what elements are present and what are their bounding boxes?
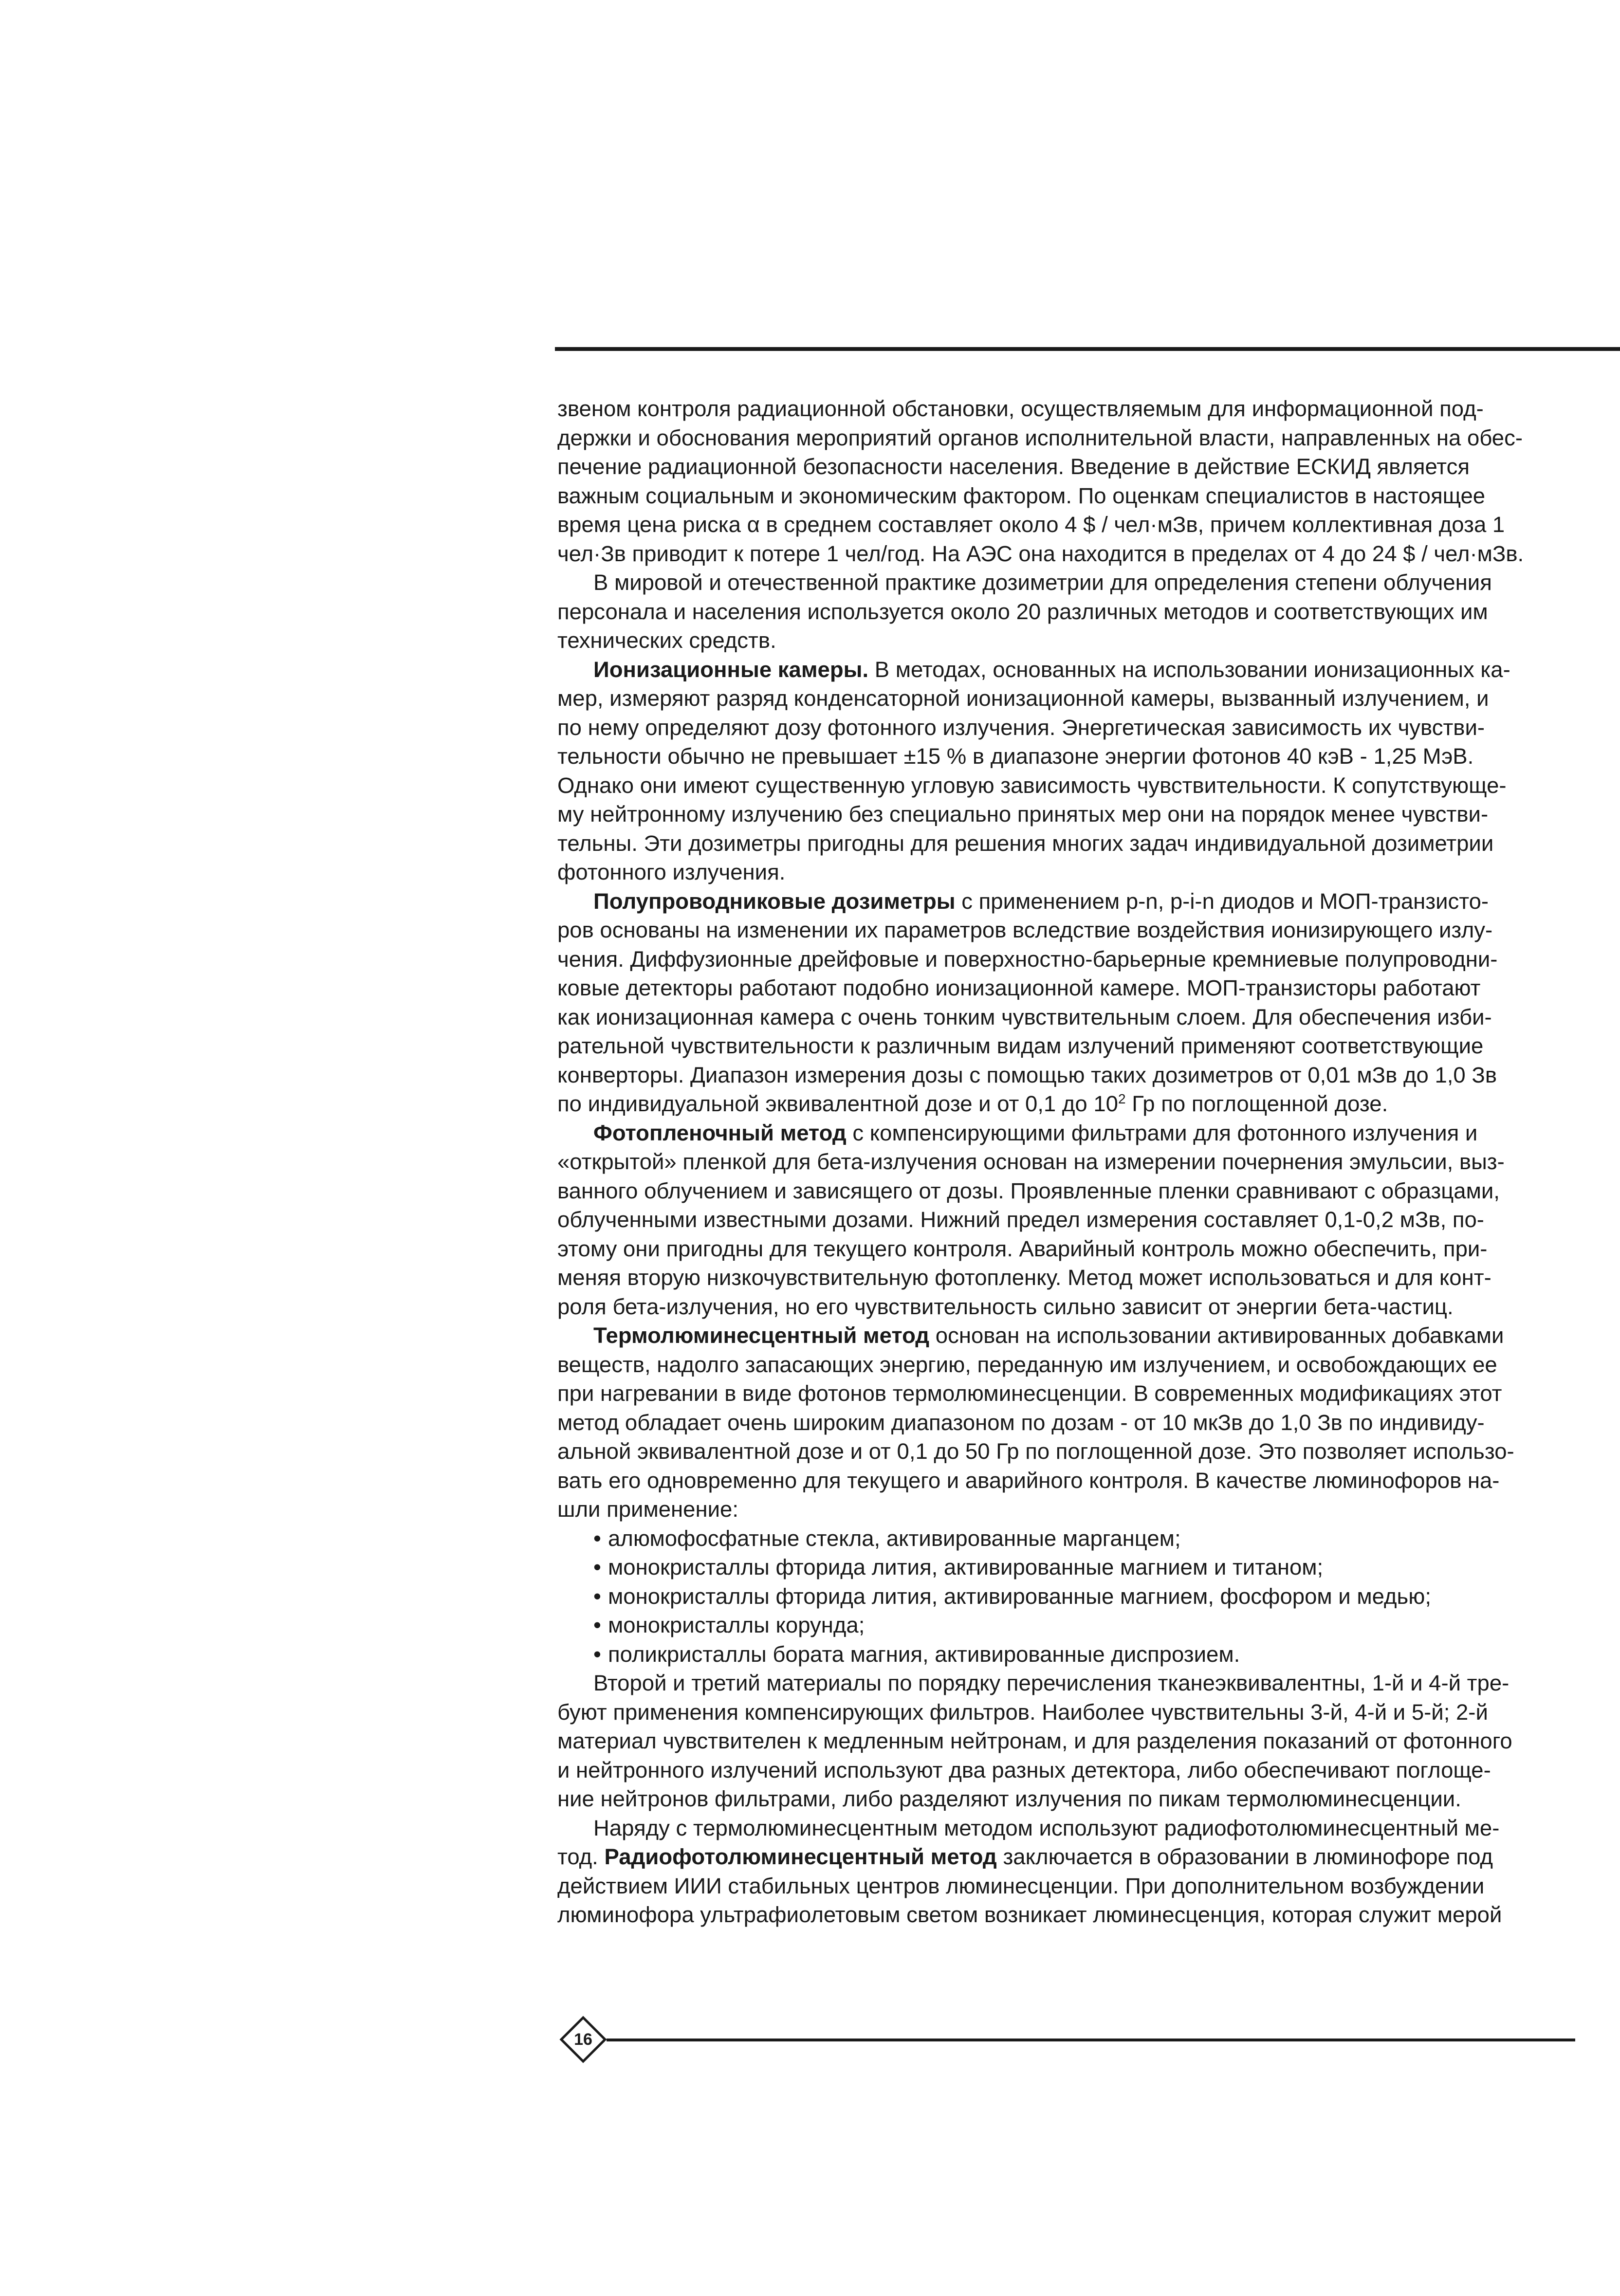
- text-line: [557, 1437, 1620, 1466]
- text-line: [557, 1727, 1620, 1756]
- line-text-after: заключается в образовании в люминофоре под: [996, 1844, 1493, 1869]
- text-line: [557, 423, 1620, 453]
- line-text: метод обладает очень широким диапазоном по дозам - от 10 мкЗв до 1,0 Зв по индивиду-: [557, 1410, 1485, 1435]
- line-text: вать его одновременно для текущего и аварийного контроля. В качестве люминофоров на-: [557, 1468, 1500, 1493]
- line-text: держки и обоснования мероприятий органов исполнительной власти, направленных на обес-: [557, 425, 1523, 450]
- text-line: [557, 510, 1620, 539]
- text-line: [557, 916, 1620, 945]
- text-line: [557, 1321, 1620, 1350]
- text-line: [557, 1408, 1620, 1437]
- list-item-text: монокристаллы фторида лития, активированные магнием, фосфором и медью;: [608, 1583, 1431, 1609]
- line-text: фотонного излучения.: [557, 860, 786, 884]
- bullet-icon: •: [593, 1583, 601, 1609]
- line-text: буют применения компенсирующих фильтров. Наиболее чувствительны 3-й, 4-й и 5-й; 2-й: [557, 1699, 1488, 1725]
- text-line: [557, 1119, 1620, 1148]
- list-item: [557, 1582, 1620, 1611]
- text-line: [557, 1900, 1620, 1929]
- line-text: конверторы. Диапазон измерения дозы с помощью таких дозиметров от 0,01 мЗв до 1,0 Зв: [557, 1062, 1497, 1087]
- text-line: [557, 1176, 1620, 1206]
- line-text: чел·Зв приводит к потере 1 чел/год. На АЭС она находится в пределах от 4 до 24 $ / чел·мЗв.: [557, 541, 1524, 566]
- text-line: [557, 1205, 1620, 1234]
- header-rule: [555, 347, 1620, 351]
- text-line: [557, 1263, 1620, 1292]
- text-line: [557, 1814, 1620, 1843]
- line-text: как ионизационная камера с очень тонким чувствительным слоем. Для обеспечения изби-: [557, 1004, 1492, 1029]
- line-text: и нейтронного излучений используют два разных детектора, либо обеспечивают поглоще-: [557, 1757, 1491, 1782]
- text-line: [557, 1379, 1620, 1408]
- text-line: [557, 1061, 1620, 1090]
- list-item-text: поликристаллы бората магния, активированные диспрозием.: [608, 1641, 1240, 1667]
- line-text: действием ИИИ стабильных центров люминесценции. При дополнительном возбуждении: [557, 1873, 1485, 1898]
- text-line: [557, 394, 1620, 423]
- line-text: этому они пригодны для текущего контроля. Аварийный контроль можно обеспечить, при-: [557, 1236, 1488, 1261]
- bullet-icon: •: [593, 1525, 601, 1551]
- text-line: [557, 1784, 1620, 1814]
- text-line: [557, 655, 1620, 684]
- text-line: [557, 945, 1620, 974]
- line-text: по индивидуальной эквивалентной дозе и от 0,1 до 10: [557, 1091, 1118, 1116]
- line-text: тод.: [557, 1844, 605, 1869]
- text-line: [557, 1669, 1620, 1698]
- line-text: В мировой и отечественной практике дозиметрии для определения степени облучения: [593, 570, 1492, 595]
- text-line: [557, 1698, 1620, 1727]
- line-text: ванного облучением и зависящего от дозы. Проявленные пленки сравнивают с образцами,: [557, 1178, 1500, 1203]
- line-text: с компенсирующими фильтрами для фотонного излучения и: [846, 1120, 1478, 1145]
- line-text: звеном контроля радиационной обстановки, осуществляемым для информационной под-: [557, 396, 1484, 421]
- page-footer: [559, 2015, 1576, 2064]
- line-text: материал чувствителен к медленным нейтронам, и для разделения показаний от фотонного: [557, 1728, 1512, 1753]
- text-line: [557, 1003, 1620, 1032]
- list-item: [557, 1611, 1620, 1640]
- text-line: [557, 1872, 1620, 1901]
- text-line: [557, 597, 1620, 626]
- line-text: веществ, надолго запасающих энергию, переданную им излучением, и освобождающих ее: [557, 1352, 1497, 1377]
- text-line: [557, 800, 1620, 829]
- list-item-text: монокристаллы корунда;: [608, 1613, 865, 1637]
- bullet-icon: •: [593, 1613, 601, 1637]
- list-item: [557, 1524, 1620, 1553]
- line-text: шли применение:: [557, 1497, 738, 1522]
- line-text: ковые детекторы работают подобно ионизационной камере. МОП-транзисторы работают: [557, 975, 1481, 1000]
- text-line: [557, 684, 1620, 713]
- line-text: основан на использовании активированных добавками: [929, 1323, 1504, 1348]
- line-text: ние нейтронов фильтрами, либо разделяют излучения по пикам термолюминесценции.: [557, 1786, 1461, 1811]
- line-text: время цена риска α в среднем составляет около 4 $ / чел·мЗв, причем коллективная доза 1: [557, 512, 1505, 537]
- line-text: печение радиационной безопасности населения. Введение в действие ЕСКИД является: [557, 454, 1470, 479]
- bullet-icon: •: [593, 1641, 601, 1667]
- list-item-text: алюмофосфатные стекла, активированные марганцем;: [608, 1525, 1181, 1551]
- text-line: [557, 1031, 1620, 1061]
- body-text: [557, 394, 1620, 1929]
- list-item: [557, 1553, 1620, 1582]
- text-line: [557, 1089, 1620, 1119]
- line-text: люминофора ультрафиолетовым светом возникает люминесценция, которая служит мерой: [557, 1902, 1502, 1927]
- text-line: [557, 1756, 1620, 1785]
- line-text: альной эквивалентной дозе и от 0,1 до 50 Гр по поглощенной дозе. Это позволяет использо-: [557, 1439, 1514, 1464]
- bold-term: Радиофотолюминесцентный метод: [604, 1844, 997, 1869]
- page-number: 16: [574, 2030, 592, 2049]
- line-text: «открытой» пленкой для бета-излучения основан на измерении почернения эмульсии, выз-: [557, 1149, 1505, 1174]
- line-text: технических средств.: [557, 628, 776, 653]
- line-text: Второй и третий материалы по порядку перечисления тканеэквивалентны, 1-й и 4-й тре-: [593, 1671, 1510, 1695]
- bold-term: Фотопленочный метод: [593, 1120, 847, 1145]
- bold-term: Ионизационные камеры.: [593, 657, 869, 682]
- line-text: чения. Диффузионные дрейфовые и поверхностно-барьерные кремниевые полупроводни-: [557, 946, 1498, 972]
- text-line: [557, 1466, 1620, 1495]
- line-text: рательной чувствительности к различным видам излучений применяют соответствующие: [557, 1033, 1484, 1058]
- line-text: тельны. Эти дозиметры пригодны для решения многих задач индивидуальной дозиметрии: [557, 830, 1494, 856]
- text-line: [557, 452, 1620, 481]
- text-line: [557, 887, 1620, 916]
- text-line: [557, 742, 1620, 771]
- bullet-icon: •: [593, 1555, 601, 1580]
- bold-term: Полупроводниковые дозиметры: [593, 888, 956, 914]
- line-text: мер, измеряют разряд конденсаторной ионизационной камеры, вызванный излучением, и: [557, 686, 1489, 711]
- text-line: [557, 1495, 1620, 1524]
- line-text: с применением p-n, p-i-n диодов и МОП-транзисто-: [955, 888, 1489, 914]
- text-line: [557, 713, 1620, 742]
- text-line: [557, 1842, 1620, 1872]
- line-text: му нейтронному излучению без специально принятых мер они на порядок менее чувстви-: [557, 802, 1489, 827]
- bold-term: Термолюминесцентный метод: [593, 1323, 930, 1348]
- text-line: [557, 1292, 1620, 1322]
- text-line: [557, 1234, 1620, 1264]
- list-item-text: монокристаллы фторида лития, активированные магнием и титаном;: [608, 1555, 1324, 1580]
- line-text: облученными известными дозами. Нижний предел измерения составляет 0,1-0,2 мЗв, по-: [557, 1207, 1484, 1232]
- line-text: персонала и населения используется около 20 различных методов и соответствующих им: [557, 599, 1488, 624]
- text-line: [557, 858, 1620, 887]
- text-line: [557, 1147, 1620, 1176]
- line-text: Наряду с термолюминесцентным методом используют радиофотолюминесцентный ме-: [593, 1815, 1500, 1840]
- text-line: [557, 539, 1620, 569]
- line-text: В методах, основанных на использовании ионизационных ка-: [868, 657, 1510, 682]
- line-text: ров основаны на изменении их параметров вследствие воздействия ионизирующего излу-: [557, 918, 1493, 942]
- text-line: [557, 626, 1620, 655]
- text-line: [557, 481, 1620, 511]
- line-text: меняя вторую низкочувствительную фотопленку. Метод может использоваться и для конт-: [557, 1265, 1491, 1290]
- line-text: роля бета-излучения, но его чувствительность сильно зависит от энергии бета-частиц.: [557, 1294, 1454, 1319]
- text-line: [557, 829, 1620, 858]
- list-item: [557, 1640, 1620, 1669]
- text-line: [557, 771, 1620, 800]
- line-text: по нему определяют дозу фотонного излучения. Энергетическая зависимость их чувстви-: [557, 715, 1485, 740]
- line-text-after: Гр по поглощенной дозе.: [1125, 1091, 1388, 1116]
- line-text: важным социальным и экономическим фактором. По оценкам специалистов в настоящее: [557, 483, 1486, 508]
- text-line: [557, 568, 1620, 597]
- line-text: при нагревании в виде фотонов термолюминесценции. В современных модификациях этот: [557, 1381, 1502, 1406]
- footer-rule: [607, 2039, 1575, 2041]
- superscript: 2: [1118, 1091, 1126, 1106]
- line-text: Однако они имеют существенную угловую зависимость чувствительности. К сопутствующе-: [557, 772, 1507, 798]
- line-text: тельности обычно не превышает ±15 % в диапазоне энергии фотонов 40 кэВ - 1,25 МэВ.: [557, 744, 1474, 769]
- text-line: [557, 1350, 1620, 1379]
- text-line: [557, 974, 1620, 1003]
